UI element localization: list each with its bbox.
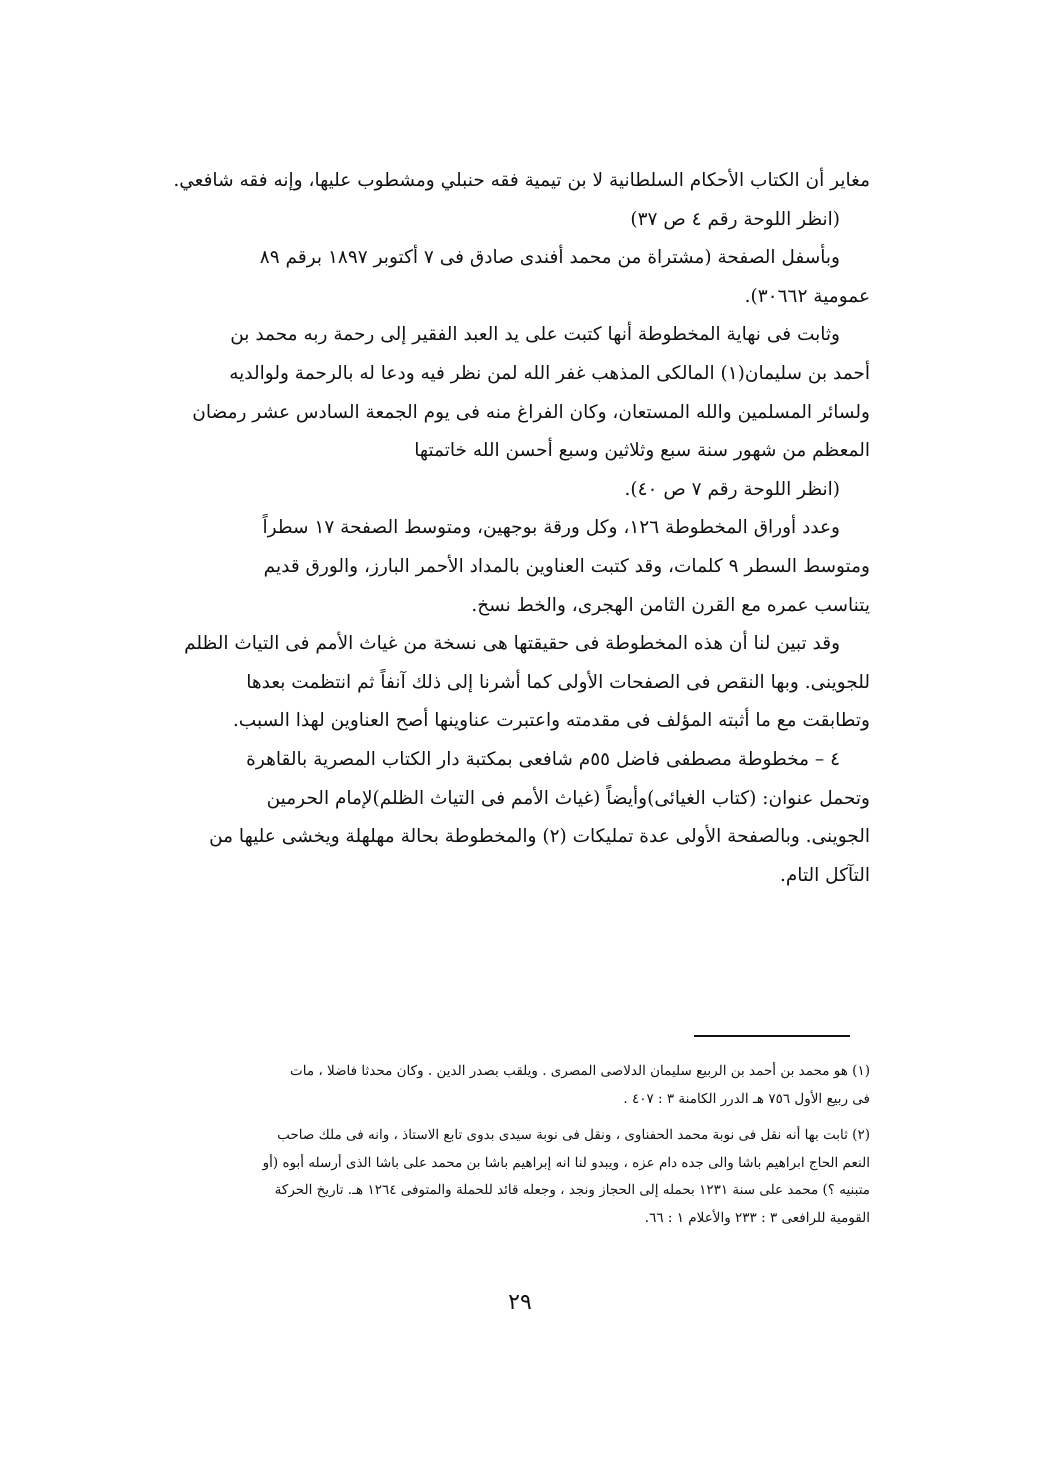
text-line: ولسائر المسلمين والله المستعان، وكان الفراغ منه فى يوم الجمعة السادس عشر رمضان — [192, 401, 870, 423]
footnote-line: فى ربيع الأول ٧٥٦ هـ الدرر الكامنة ٣ : ٤٠٧ . — [623, 1090, 870, 1107]
text-line: وتطابقت مع ما أثبته المؤلف فى مقدمته واعتبرت عناوينها أصح العناوين لهذا السبب. — [232, 710, 870, 732]
text-line: للجوينى. وبها النقص فى الصفحات الأولى كما أشرنا إلى ذلك آنفاً ثم انتظمت بعدها — [246, 671, 870, 693]
footnote-divider — [694, 1035, 850, 1037]
footnote-line: القومية للرافعى ٣ : ٢٣٣ والأعلام ١ : ٦٦. — [644, 1209, 870, 1226]
text-line: ومتوسط السطر ٩ كلمات، وقد كتبت العناوين بالمداد الأحمر البارز، والورق قديم — [263, 555, 870, 577]
text-line: وثابت فى نهاية المخطوطة أنها كتبت على يد العبد الفقير إلى رحمة ربه محمد بن — [230, 324, 840, 346]
page-number: ٢٩ — [508, 1290, 532, 1315]
text-line: ٤ – مخطوطة مصطفى فاضل ٥٥م شافعى بمكتبة دار الكتاب المصرية بالقاهرة — [246, 748, 840, 770]
text-line: يتناسب عمره مع القرن الثامن الهجرى، والخط نسخ. — [471, 594, 870, 616]
text-line: مغاير أن الكتاب الأحكام السلطانية لا بن تيمية فقه حنبلي ومشطوب عليها، وإنه فقه شافعي. — [173, 170, 870, 191]
footnote-line: متبنيه ؟) محمد على سنة ١٢٣١ بحمله إلى الحجاز ونجد ، وجعله قائد للحملة والمتوفى ١٢٦٤ هـ. تاريخ الحركة — [274, 1182, 870, 1198]
text-line: وتحمل عنوان: (كتاب الغيائى)وأيضاً (غياث الأمم فى التياث الظلم)لإمام الحرمين — [266, 787, 870, 809]
text-line: (انظر اللوحة رقم ٤ ص ٣٧) — [630, 208, 840, 230]
main-text — [158, 162, 870, 895]
footnote-gap — [158, 1113, 870, 1122]
text-line: وقد تبين لنا أن هذه المخطوطة فى حقيقتها هى نسخة من غياث الأمم فى التياث الظلم — [184, 633, 840, 655]
footnotes — [158, 1058, 870, 1232]
text-line: وبأسفل الصفحة (مشتراة من محمد أفندى صادق فى ٧ أكتوبر ١٨٩٧ برقم ٨٩ — [259, 247, 840, 269]
text-line: عمومية ٣٠٦٦٢). — [744, 285, 870, 307]
text-line: المعظم من شهور سنة سبع وثلاثين وسبع أحسن الله خاتمتها — [414, 440, 870, 462]
footnote-line: (١) هو محمد بن أحمد بن الربيع سليمان الدلاصى المصرى . ويلقب بصدر الدين . وكان محدثا فاضلا ، مات — [290, 1063, 870, 1079]
footnote-line: (٢) ثابت بها أنه نقل فى نوبة محمد الحفناوى ، ونقل فى نوبة سيدى بدوى تابع الاستاذ ، وانه فى ملك صاحب — [277, 1127, 870, 1143]
text-line: (انظر اللوحة رقم ٧ ص ٤٠). — [624, 478, 840, 500]
text-line: أحمد بن سليمان(١) المالكى المذهب غفر الله لمن نظر فيه ودعا له بالرحمة ولوالديه — [229, 362, 870, 384]
text-line: وعدد أوراق المخطوطة ١٢٦، وكل ورقة بوجهين، ومتوسط الصفحة ١٧ سطراً — [262, 517, 840, 539]
footnote-line: النعم الحاج ابراهيم باشا والى جده دام عزه ، ويبدو لنا انه إبراهيم باشا بن محمد على باشا الذى أرسله أبوه (أو — [262, 1154, 870, 1171]
text-line: التآكل التام. — [779, 864, 870, 886]
text-line: الجوينى. وبالصفحة الأولى عدة تمليكات (٢) والمخطوطة بحالة مهلهلة ويخشى عليها من — [209, 826, 870, 848]
